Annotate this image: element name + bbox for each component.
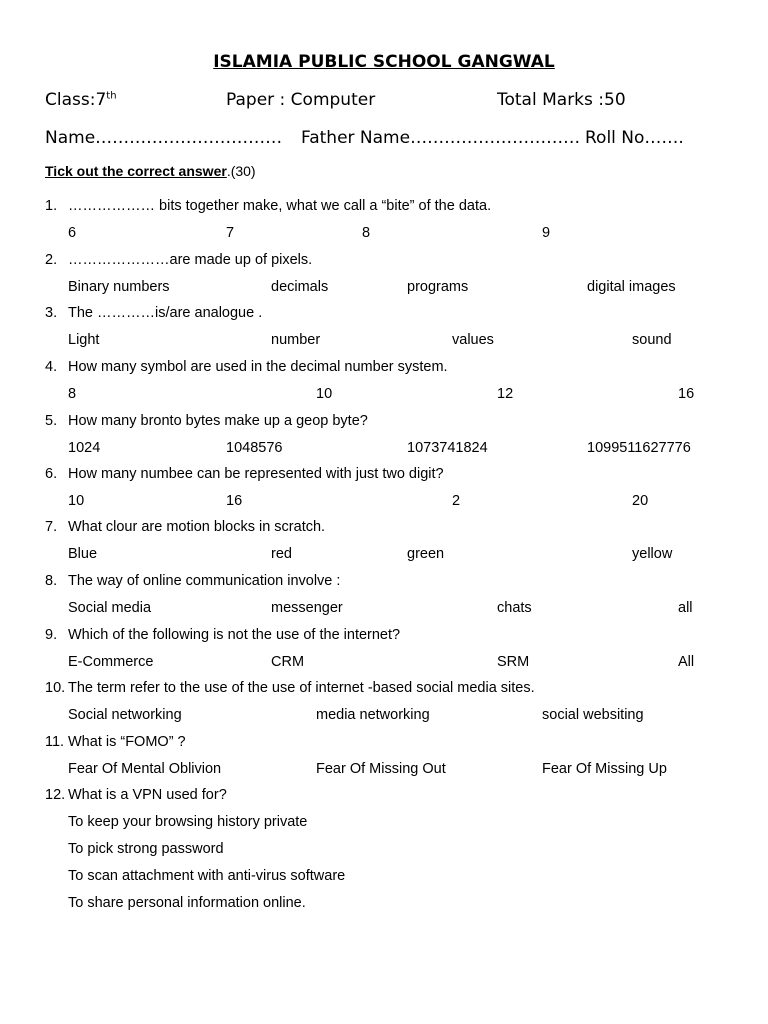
question-9-option-1: E-Commerce: [68, 654, 154, 670]
question-11-option-1: Fear Of Mental Oblivion: [68, 761, 222, 777]
question-text: …………………are made up of pixels.: [68, 252, 313, 268]
question-9-option-3: SRM: [497, 654, 530, 670]
question-2-option-2: decimals: [271, 279, 329, 295]
question-6-option-3: 2: [452, 493, 461, 509]
question-4-option-1: 8: [68, 386, 77, 402]
question-1-option-4: 9: [542, 225, 551, 241]
question-6-option-1: 10: [68, 493, 85, 509]
question-11-option-2: Fear Of Missing Out: [316, 761, 446, 777]
question-2-option-4: digital images: [587, 279, 676, 295]
question-3-option-1: Light: [68, 332, 100, 348]
class-label: Class:7th: [45, 90, 117, 110]
question-6-option-2: 16: [226, 493, 243, 509]
question-4-option-4: 16: [678, 386, 695, 402]
question-text: How many bronto bytes make up a geop byte?: [68, 413, 368, 429]
question-number: 3.: [45, 305, 58, 321]
question-text: What is a VPN used for?: [68, 787, 227, 803]
question-text: Which of the following is not the use of the internet?: [68, 627, 401, 643]
question-text: How many numbee can be represented with just two digit?: [68, 466, 444, 482]
father-name-field: Father Name…………………………: [301, 128, 581, 148]
question-4-option-3: 12: [497, 386, 514, 402]
question-8-option-2: messenger: [271, 600, 343, 616]
question-1-option-1: 6: [68, 225, 77, 241]
question-6-option-4: 20: [632, 493, 649, 509]
question-number: 1.: [45, 198, 58, 214]
question-text: The term refer to the use of the use of internet -based social media sites.: [68, 680, 535, 696]
question-4-option-2: 10: [316, 386, 333, 402]
question-5-option-3: 1073741824: [407, 440, 488, 456]
question-5-option-4: 1099511627776: [587, 440, 691, 456]
question-12-option-4: To share personal information online.: [68, 895, 306, 911]
question-text: What is “FOMO” ?: [68, 734, 186, 750]
question-number: 12.: [45, 787, 66, 803]
question-3-option-3: values: [452, 332, 494, 348]
question-number: 10.: [45, 680, 66, 696]
question-7-option-2: red: [271, 546, 292, 562]
question-number: 4.: [45, 359, 58, 375]
question-number: 2.: [45, 252, 58, 268]
question-8-option-3: chats: [497, 600, 532, 616]
paper-label: Paper : Computer: [226, 90, 376, 110]
question-10-option-2: media networking: [316, 707, 430, 723]
question-12-option-3: To scan attachment with anti-virus software: [68, 868, 346, 884]
question-1-option-2: 7: [226, 225, 235, 241]
question-text: The …………is/are analogue .: [68, 305, 263, 321]
question-number: 8.: [45, 573, 58, 589]
question-number: 11.: [45, 734, 65, 750]
question-2-option-1: Binary numbers: [68, 279, 170, 295]
question-text: ……………… bits together make, what we call a “bite” of the data.: [68, 198, 492, 214]
question-2-option-3: programs: [407, 279, 469, 295]
instruction: Tick out the correct answer.(30): [45, 163, 256, 179]
question-12-option-2: To pick strong password: [68, 841, 224, 857]
question-5-option-2: 1048576: [226, 440, 283, 456]
question-12-option-1: To keep your browsing history private: [68, 814, 308, 830]
question-7-option-4: yellow: [632, 546, 673, 562]
question-text: The way of online communication involve :: [68, 573, 341, 589]
question-number: 6.: [45, 466, 58, 482]
question-5-option-1: 1024: [68, 440, 101, 456]
question-3-option-4: sound: [632, 332, 672, 348]
question-number: 5.: [45, 413, 58, 429]
question-10-option-3: social websiting: [542, 707, 644, 723]
question-text: What clour are motion blocks in scratch.: [68, 519, 326, 535]
question-number: 7.: [45, 519, 58, 535]
question-7-option-3: green: [407, 546, 445, 562]
school-title: ISLAMIA PUBLIC SCHOOL GANGWAL: [213, 52, 555, 72]
question-3-option-2: number: [271, 332, 321, 348]
question-8-option-1: Social media: [68, 600, 152, 616]
name-field: Name……………………………: [45, 128, 283, 148]
question-8-option-4: all: [678, 600, 693, 616]
total-marks-label: Total Marks :50: [497, 90, 626, 110]
question-7-option-1: Blue: [68, 546, 98, 562]
roll-no-field: Roll No…….: [585, 128, 684, 148]
question-number: 9.: [45, 627, 58, 643]
question-9-option-2: CRM: [271, 654, 305, 670]
question-10-option-1: Social networking: [68, 707, 182, 723]
question-9-option-4: All: [678, 654, 695, 670]
question-text: How many symbol are used in the decimal number system.: [68, 359, 448, 375]
question-11-option-3: Fear Of Missing Up: [542, 761, 667, 777]
question-1-option-3: 8: [362, 225, 371, 241]
